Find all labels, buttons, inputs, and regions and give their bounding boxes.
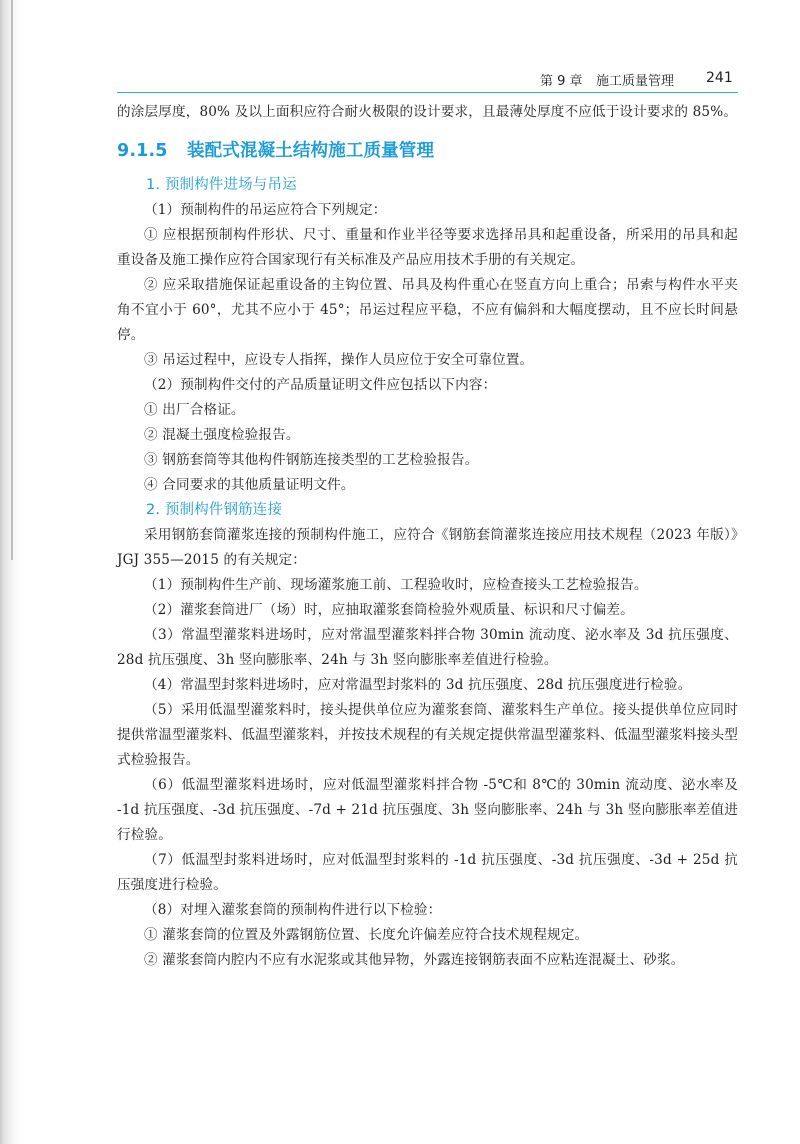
page-number: 241 <box>706 70 733 86</box>
header-rule <box>117 92 738 93</box>
header-section: 施工质量管理 <box>596 74 675 89</box>
spine-edge-line <box>11 0 13 560</box>
paragraph: ④ 合同要求的其他质量证明文件。 <box>144 477 355 493</box>
paragraph: （7）低温型封浆料进场时，应对低温型封浆料的 -1d 抗压强度、-3d 抗压强度、-3d + 25d 抗压强度进行检验。 <box>117 852 738 893</box>
subsection-heading-2: 2. 预制构件钢筋连接 <box>146 502 283 518</box>
paragraph: ① 灌浆套筒的位置及外露钢筋位置、长度允许偏差应符合技术规程规定。 <box>144 927 589 943</box>
paragraph: ① 出厂合格证。 <box>144 402 245 418</box>
paragraph: ① 应根据预制构件形状、尺寸、重量和作业半径等要求选择吊具和起重设备，所采用的吊具和起重设备及施工操作应符合国家现行有关标准及产品应用技术手册的有关规定。 <box>117 227 738 268</box>
paragraph: （3）常温型灌浆料进场时，应对常温型灌浆料拌合物 30min 流动度、泌水率及 3d 抗压强度、28d 抗压强度、3h 竖向膨胀率、24h 与 3h 竖向膨胀率差值进行检验。 <box>117 627 738 668</box>
paragraph: ③ 吊运过程中，应设专人指挥，操作人员应位于安全可靠位置。 <box>144 352 534 368</box>
section-heading <box>117 137 738 165</box>
paragraph: （6）低温型灌浆料进场时，应对低温型灌浆料拌合物 -5℃和 8℃的 30min 流动度、泌水率及 -1d 抗压强度、-3d 抗压强度、-7d + 21d 抗压强度、3h 竖向膨胀率、24h 与 3h 竖向膨胀率差值进行检验。 <box>117 777 738 843</box>
paragraph: （1）预制构件生产前、现场灌浆施工前、工程验收时，应检查接头工艺检验报告。 <box>144 577 648 593</box>
running-header <box>540 68 740 92</box>
paragraph: ② 灌浆套筒内腔内不应有水泥浆或其他异物，外露连接钢筋表面不应粘连混凝土、砂浆。 <box>144 952 685 968</box>
page-body <box>117 100 738 973</box>
paragraph: ② 混凝土强度检验报告。 <box>144 427 300 443</box>
section-title: 装配式混凝土结构施工质量管理 <box>187 141 435 161</box>
paragraph: ③ 钢筋套筒等其他构件钢筋连接类型的工艺检验报告。 <box>144 452 479 468</box>
paragraph: 采用钢筋套筒灌浆连接的预制构件施工，应符合《钢筋套筒灌浆连接应用技术规程（2023 年版）》JGJ 355—2015 的有关规定： <box>117 527 738 568</box>
header-chapter: 第 9 章 <box>540 74 583 89</box>
paragraph: （1）预制构件的吊运应符合下列规定： <box>144 202 387 218</box>
paragraph: （4）常温型封浆料进场时，应对常温型封浆料的 3d 抗压强度、28d 抗压强度进行检验。 <box>144 677 692 693</box>
paragraph: ② 应采取措施保证起重设备的主钩位置、吊具及构件重心在竖直方向上重合；吊索与构件水平夹角不宜小于 60°，尤其不应小于 45°；吊运过程应平稳，不应有偏斜和大幅度摆动，且不应长时间悬停。 <box>117 277 738 343</box>
paragraph: （2）预制构件交付的产品质量证明文件应包括以下内容： <box>144 377 497 393</box>
paragraph: （5）采用低温型灌浆料时，接头提供单位应为灌浆套筒、灌浆料生产单位。接头提供单位应同时提供常温型灌浆料、低温型灌浆料，并按技术规程的有关规定提供常温型灌浆料、低温型灌浆料接头型式检验报告。 <box>117 702 738 768</box>
subsection-heading-1: 1. 预制构件进场与吊运 <box>146 177 297 193</box>
paragraph: （8）对埋入灌浆套筒的预制构件进行以下检验： <box>144 902 442 918</box>
section-number: 9.1.5 <box>117 141 168 161</box>
intro-paragraph: 的涂层厚度，80% 及以上面积应符合耐火极限的设计要求，且最薄处厚度不应低于设计要求的 85%。 <box>117 104 738 120</box>
paragraph: （2）灌浆套筒进厂（场）时，应抽取灌浆套筒检验外观质量、标识和尺寸偏差。 <box>144 602 634 618</box>
